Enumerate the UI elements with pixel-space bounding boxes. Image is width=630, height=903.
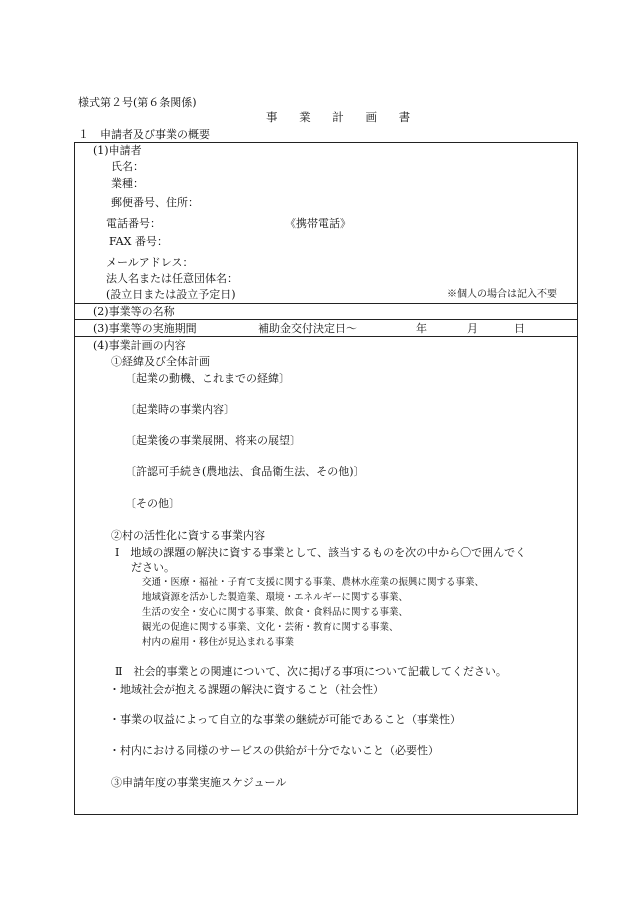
period-year: 年 bbox=[416, 322, 427, 335]
industry-label: 業種： bbox=[111, 177, 144, 190]
plan-heading: (4)事業計画の内容 bbox=[93, 339, 186, 352]
established-label: (設立日または設立予定日) bbox=[106, 288, 236, 301]
name-label: 氏名： bbox=[111, 160, 144, 173]
plan-item: 〔起業の動機、これまでの経緯〕 bbox=[125, 372, 290, 385]
period-start: 補助金交付決定日～ bbox=[258, 322, 357, 335]
bullet-item: ・地域社会が抱える課題の解決に資すること（社会性） bbox=[109, 683, 384, 696]
bullet-item: ・事業の収益によって自立的な事業の継続が可能であること（事業性） bbox=[109, 713, 461, 726]
form-number: 様式第２号(第６条関係) bbox=[78, 96, 197, 109]
row-divider bbox=[74, 303, 578, 304]
plan-sub3-heading: ③申請年度の事業実施スケジュール bbox=[111, 776, 287, 789]
row-divider bbox=[74, 336, 578, 337]
business-name-heading: (2)事業等の名称 bbox=[93, 305, 175, 318]
period-day: 日 bbox=[514, 322, 525, 335]
applicant-heading: (1)申請者 bbox=[93, 144, 142, 157]
fax-label: FAX 番号： bbox=[109, 235, 168, 248]
document-title: 事 業 計 画 書 bbox=[266, 110, 420, 124]
roman2-line: Ⅱ 社会的事業との関連について、次に掲げる事項について記載してください。 bbox=[115, 665, 507, 678]
category-line: 観光の促進に関する事業、文化・芸術・教育に関する事業、 bbox=[142, 622, 399, 633]
plan-item: 〔起業時の事業内容〕 bbox=[125, 403, 235, 416]
individual-note: ※個人の場合は記入不要 bbox=[447, 289, 557, 300]
plan-sub2-heading: ②村の活性化に資する事業内容 bbox=[111, 529, 265, 542]
plan-sub1-heading: ①経緯及び全体計画 bbox=[111, 355, 210, 368]
mobile-label: 《携帯電話》 bbox=[285, 217, 351, 230]
roman1-line2: ださい。 bbox=[131, 561, 175, 574]
plan-item: 〔許認可手続き(農地法、食品衛生法、その他)〕 bbox=[125, 465, 365, 478]
period-heading: (3)事業等の実施期間 bbox=[93, 322, 197, 335]
phone-label: 電話番号： bbox=[106, 217, 161, 230]
bullet-item: ・村内における同様のサービスの供給が十分でないこと（必要性） bbox=[109, 744, 439, 757]
plan-item: 〔起業後の事業展開、将来の展望〕 bbox=[125, 434, 301, 447]
period-month: 月 bbox=[467, 322, 478, 335]
address-label: 郵便番号、住所： bbox=[111, 196, 199, 209]
category-line: 地域資源を活かした製造業、環境・エネルギーに関する事業、 bbox=[142, 592, 409, 603]
plan-item: 〔その他〕 bbox=[125, 497, 180, 510]
row-divider bbox=[74, 319, 578, 320]
roman1-line1: Ⅰ 地域の課題の解決に資する事業として、該当するものを次の中から〇で囲んでく bbox=[115, 546, 527, 559]
category-line: 生活の安全・安心に関する事業、飲食・食料品に関する事業、 bbox=[142, 607, 409, 618]
corp-name-label: 法人名または任意団体名： bbox=[106, 272, 238, 285]
email-label: メールアドレス： bbox=[106, 256, 194, 269]
section-heading: １ 申請者及び事業の概要 bbox=[78, 128, 210, 141]
category-line: 交通・医療・福祉・子育て支援に関する事業、農林水産業の振興に関する事業、 bbox=[142, 577, 485, 588]
category-line: 村内の雇用・移住が見込まれる事業 bbox=[142, 637, 295, 648]
